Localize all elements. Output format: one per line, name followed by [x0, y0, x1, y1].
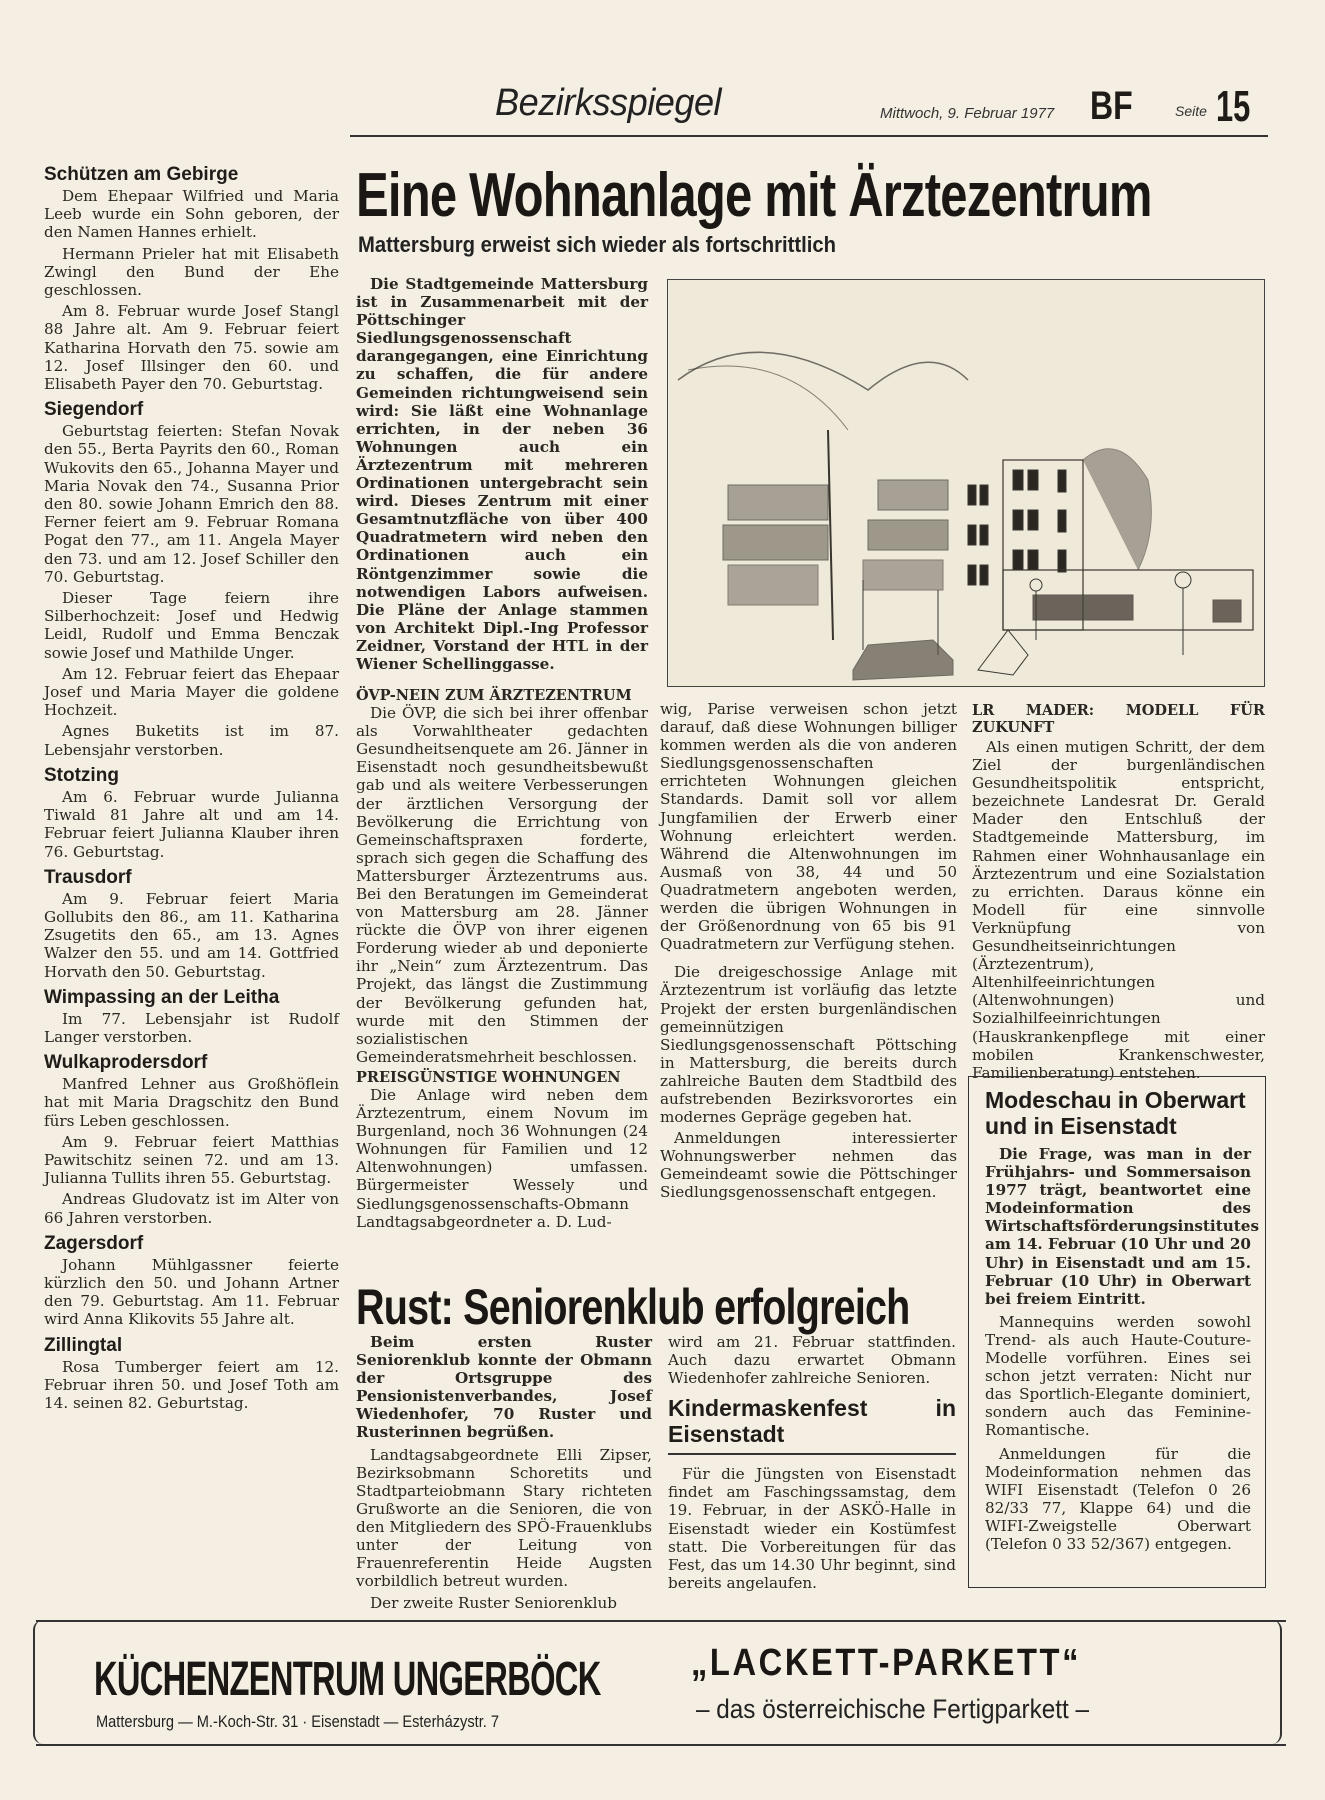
section-title: Wulkaprodersdorf	[44, 1052, 208, 1074]
fashion-show-box	[968, 1076, 1266, 1588]
paragraph: Am 12. Februar feiert das Ehepaar Josef und Maria Mayer die goldene Hochzeit.	[44, 664, 339, 720]
ad-brand: KÜCHENZENTRUM UNGERBÖCK	[94, 1653, 601, 1706]
section-title: Trausdorf	[44, 866, 132, 888]
section-title: Zillingtal	[44, 1334, 123, 1356]
news-section-stotzing	[44, 765, 339, 861]
paragraph: Die dreigeschossige Anlage mit Ärztezentrum ist vorläufig das letzte Projekt der ersten burgenländischen gemeinnützigen Siedlungsgenossenschaft Pöttsching in Mattersburg, die bereits durch zahlreiche Bauten dem Stadtbild des aufstrebenden Bezirksvorortes ein modernes Gepräge gegeben hat.	[660, 963, 957, 1127]
rust-article-column-2	[668, 1333, 956, 1592]
architectural-illustration	[667, 279, 1265, 687]
news-section-siegendorf	[44, 399, 339, 759]
paragraph: wig, Parise verweisen schon jetzt darauf, daß diese Wohnungen billiger kommen werden als die von anderen Siedlungsgenossenschaften errichteten Wohnungen gleichen Standards. Damit soll vor allem Jungfamilien der Erwerb einer Wohnung erleichtert werden. Während die Altenwohnungen im Ausmaß von 38, 44 und 50 Quadratmetern angeboten werden, werden die übrigen Wohnungen in der Größenordnung von 65 bis 91 Quadratmetern zur Verfügung stehen.	[660, 700, 957, 954]
section-title: Siegendorf	[44, 399, 144, 421]
main-article-column-3	[972, 702, 1265, 1082]
main-subheadline: Mattersburg erweist sich wieder als fortschrittlich	[358, 232, 837, 257]
ad-tagline: – das österreichische Fertigparkett –	[696, 1694, 1090, 1724]
paragraph: Am 6. Februar wurde Julianna Tiwald 81 Jahre alt und am 14. Februar feiert Julianna Klauber ihren 76. Geburtstag.	[44, 787, 339, 861]
paragraph: Geburtstag feierten: Stefan Novak den 55., Berta Payrits den 60., Roman Wukovits den 65., Johanna Mayer und Maria Novak den 74., Susanna Prior den 80. sowie Johann Emrich den 88. Ferner feiert am 9. Februar Romana Pogat den 77., am 11. Angela Mayer den 73. und am 12. Josef Schiller den 70. Geburtstag.	[44, 422, 339, 586]
paragraph: Andreas Gludovatz ist im Alter von 66 Jahren verstorben.	[44, 1190, 339, 1227]
bracket-left	[33, 1620, 45, 1744]
box-lead: Die Frage, was man in der Frühjahrs- und Sommersaison 1977 trägt, beantwortet eine Modeinformation des Wirtschaftsförderungsinstitutes am 14. Februar (10 Uhr und 20 Uhr) in Eisenstadt und am 15. Februar (10 Uhr) in Oberwart bei freiem Eintritt.	[985, 1145, 1259, 1308]
building-sketch-icon	[668, 280, 1264, 686]
rust-article-column-1	[356, 1333, 652, 1616]
local-news-column	[44, 158, 339, 1418]
paragraph: Dieser Tage feiern ihre Silberhochzeit: Josef und Hedwig Leidl, Rudolf und Emma Benczak sowie Josef und Mathilde Unger.	[44, 589, 339, 662]
page-number: 15	[1216, 82, 1251, 131]
paragraph: wird am 21. Februar stattfinden. Auch dazu erwartet Obmann Wiedenhofer zahlreiche Senioren.	[668, 1333, 956, 1388]
paragraph: Dem Ehepaar Wilfried und Maria Leeb wurde ein Sohn geboren, der den Namen Hannes erhielt.	[44, 187, 339, 242]
paragraph: Landtagsabgeordnete Elli Zipser, Bezirksobmann Schoretits und Stadtparteiobmann Stary richteten Grußworte an die Senioren, die von den Mitgliedern des SPÖ-Frauenklubs unter der Leitung von Frauenreferentin Heide Augsten vorbildlich betreut wurden.	[356, 1445, 652, 1591]
paragraph: Am 9. Februar feiert Matthias Pawitschitz seinen 72. und am 13. Julianna Tullits ihren 55. Geburtstag.	[44, 1132, 339, 1188]
news-section-zagersdorf	[44, 1233, 339, 1329]
rust-headline: Rust: Seniorenklub erfolgreich	[356, 1279, 910, 1335]
paragraph: Manfred Lehner aus Großhöflein hat mit Maria Dragschitz den Bund fürs Leben geschlossen.	[44, 1075, 339, 1130]
paragraph: Johann Mühlgassner feierte kürzlich den 50. und Johann Artner den 79. Geburtstag. Am 11. Februar wird Anna Klikovits 55 Jahre alt.	[44, 1255, 339, 1329]
section-subtitle: PREISGÜNSTIGE WOHNUNGEN	[356, 1068, 621, 1086]
bracket-right	[1270, 1620, 1282, 1744]
section-title: Wimpassing an der Leitha	[44, 986, 280, 1008]
article-lead: Beim ersten Ruster Seniorenklub konnte der Obmann der Ortsgruppe des Pensionistenverbandes, Josef Wiedenhofer, 70 Ruster und Rusterinnen begrüßen.	[356, 1333, 652, 1442]
news-section-wimpassing	[44, 987, 339, 1046]
box-title: Modeschau in Oberwart und in Eisenstadt	[985, 1087, 1246, 1139]
issue-date: Mittwoch, 9. Februar 1977	[880, 105, 1055, 122]
page-label: Seite	[1175, 103, 1207, 119]
header-rule	[350, 135, 1268, 137]
paragraph: Die Anlage wird neben dem Ärztezentrum, einem Novum im Burgenland, noch 36 Wohnungen (24 Wohnungen für Familien und 12 Altenwohnungen) umfassen. Bürgermeister Wessely und Siedlungsgenossenschafts-Obmann Landtagsabgeordneter a. D. Lud-	[356, 1085, 648, 1231]
masthead: Bezirksspiegel	[495, 82, 722, 124]
paragraph: Für die Jüngsten von Eisenstadt findet am Faschingssamstag, dem 19. Februar, in der ASKÖ-Halle in Eisenstadt wieder ein Kostümfest statt. Die Vorbereitungen für das Fest, das um 14.30 Uhr beginnt, sind bereits angelaufen.	[668, 1465, 956, 1592]
paragraph: Agnes Buketits ist im 87. Lebensjahr verstorben.	[44, 722, 339, 759]
advertisement-banner	[36, 1620, 1286, 1746]
section-title: Schützen am Gebirge	[44, 164, 239, 185]
paragraph: Am 8. Februar wurde Josef Stangl 88 Jahre alt. Am 9. Februar feiert Katharina Horvath den 75. sowie am 12. Josef Illsinger den 60. und Elisabeth Payer den 70. Geburtstag.	[44, 302, 339, 394]
paragraph: Hermann Prieler hat mit Elisabeth Zwingl den Bund der Ehe geschlossen.	[44, 244, 339, 300]
kinder-rule	[668, 1453, 956, 1455]
paragraph: Rosa Tumberger feiert am 12. Februar ihren 50. und Josef Toth am 14. seinen 82. Geburtstag.	[44, 1357, 339, 1412]
paragraph: Anmeldungen interessierter Wohnungswerber nehmen das Gemeindeamt sowie die Pöttschinger Siedlungsgenossenschaft entgegen.	[660, 1129, 957, 1202]
paragraph: Anmeldungen für die Modeinformation nehmen das WIFI Eisenstadt (Telefon 0 26 82/33 77, Klappe 64) und die WIFI-Zweigstelle Oberwart (Telefon 0 33 52/367) entgegen.	[985, 1444, 1251, 1553]
article-lead: Die Stadtgemeinde Mattersburg ist in Zusammenarbeit mit der Pöttschinger Siedlungsgenossenschaft darangegangen, eine Einrichtung zu schaffen, die für andere Gemeinden richtungweisend sein wird: Sie läßt eine Wohnanlage errichten, in der neben 36 Wohnungen auch ein Ärztezentrum mit mehreren Ordinationen untergebracht sein wird. Dieses Zentrum mit einer Gesamtnutzfläche von über 400 Quadratmetern wird neben den Ordinationen auch ein Röntgenzimmer sowie die notwendigen Labors aufweisen. Die Pläne der Anlage stammen von Architekt Dipl.-Ing Professor Zeidner, Vorstand der HTL in der Wiener Schellinggasse.	[356, 275, 648, 673]
paragraph: Als einen mutigen Schritt, der dem Ziel der burgenländischen Gesundheitspolitik entspricht, bezeichnete Landesrat Dr. Gerald Mader den Entschluß der Stadtgemeinde Mattersburg, im Rahmen einer Wohnhausanlage ein Ärztezentrum und eine Sozialstation zu errichten. Daraus könne ein Modell für eine sinnvolle Verknüpfung von Gesundheitseinrichtungen (Ärztezentrum), Altenhilfeeinrichtungen (Altenwohnungen) und Sozialhilfeeinrichtungen (Hauskrankenpflege mit einer mobilen Krankenschwester, Familienberatung) entstehen.	[972, 738, 1265, 1082]
section-title: Stotzing	[44, 764, 119, 786]
ad-product: „LACKETT-PARKETT“	[691, 1642, 1082, 1684]
paragraph: Die ÖVP, die sich bei ihrer offenbar als Vorwahltheater gedachten Gesundheitsenquete am 26. Jänner in Eisenstadt noch gesundheitsbewußt gab und als weitere Verbesserungen der ärztlichen Versorgung der Bevölkerung die Errichtung von Gemeinschaftspraxen forderte, sprach sich gegen die Schaffung des Mattersburger Ärztezentrums aus. Bei den Beratungen im Gemeinderat von Mattersburg am 28. Jänner rückte die ÖVP von ihrer eigenen Forderung wieder ab und deponierte ihr „Nein“ zum Ärztezentrum. Das Projekt, das längst die Zustimmung der Bevölkerung gefunden hat, wurde mit den Stimmen der sozialistischen Gemeinderatsmehrheit beschlossen.	[356, 704, 648, 1066]
ad-address: Mattersburg — M.-Koch-Str. 31 · Eisenstadt — Esterházystr. 7	[96, 1712, 500, 1731]
paper-logo: BF	[1090, 84, 1133, 128]
news-section-trausdorf	[44, 867, 339, 981]
paragraph: Im 77. Lebensjahr ist Rudolf Langer verstorben.	[44, 1009, 339, 1046]
news-section-wulkaprodersdorf	[44, 1052, 339, 1227]
main-article-column-2	[660, 700, 957, 1205]
main-headline: Eine Wohnanlage mit Ärztezentrum	[356, 161, 1152, 230]
main-article-column-1	[356, 275, 648, 1234]
paragraph: Der zweite Ruster Seniorenklub	[370, 1594, 617, 1613]
kinder-title: Kindermaskenfest in Eisenstadt	[668, 1395, 956, 1448]
section-subtitle: LR MADER: MODELL FÜR ZUKUNFT	[972, 702, 1265, 736]
paragraph: Mannequins werden sowohl Trend- als auch Haute-Couture-Modelle vorführen. Eines sei schon jetzt verraten: Nicht nur das Sportlich-Elegante dominiert, sondern auch das Feminine-Romantische.	[985, 1312, 1251, 1440]
news-section-zillingtal	[44, 1335, 339, 1413]
paragraph: Am 9. Februar feiert Maria Gollubits den 86., am 11. Katharina Zsugetits den 65., am 13. Agnes Walzer den 55. und am 14. Gottfried Horvath den 50. Geburtstag.	[44, 889, 339, 981]
section-subtitle: ÖVP-NEIN ZUM ÄRZTEZENTRUM	[356, 687, 632, 705]
section-title: Zagersdorf	[44, 1232, 144, 1254]
news-section-schuetzen	[44, 164, 339, 393]
